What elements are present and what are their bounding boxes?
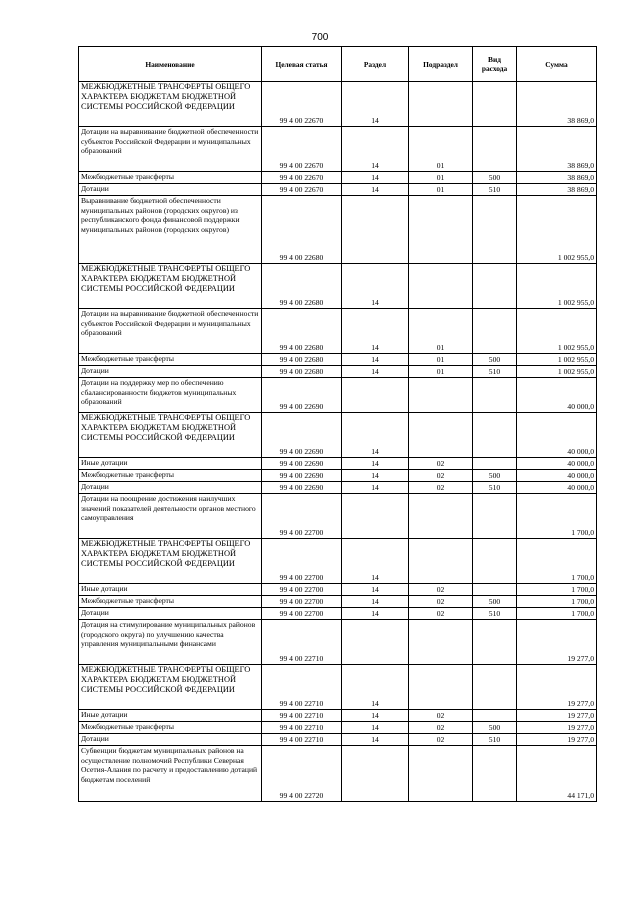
table-row [79, 184, 597, 196]
cell-target: 99 4 00 22710 [262, 620, 342, 665]
cell-sum: 40 000,0 [517, 413, 597, 458]
cell-sum: 1 700,0 [517, 539, 597, 584]
cell-name: Межбюджетные трансферты [79, 172, 262, 184]
cell-name: Дотация на стимулирование муниципальных районов (городского округа) по улучшению качества управления муниципальными финансами [79, 620, 262, 665]
cell-subsection: 02 [409, 734, 473, 746]
table-row [79, 734, 597, 746]
table-row [79, 584, 597, 596]
table-row [79, 264, 597, 309]
cell-expense-type [473, 413, 517, 458]
cell-subsection: 02 [409, 470, 473, 482]
cell-expense-type [473, 539, 517, 584]
cell-sum: 19 277,0 [517, 734, 597, 746]
cell-target: 99 4 00 22690 [262, 458, 342, 470]
cell-subsection [409, 620, 473, 665]
table-body [79, 82, 597, 802]
cell-sum: 1 002 955,0 [517, 354, 597, 366]
cell-sum: 1 700,0 [517, 608, 597, 620]
table-row [79, 746, 597, 802]
cell-subsection: 01 [409, 366, 473, 378]
cell-subsection [409, 264, 473, 309]
cell-name: Субвенции бюджетам муниципальных районов на осуществление полномочий Республики Северная Осетия-Алания по расчету и предоставлению дотаций бюджетам поселений [79, 746, 262, 802]
cell-sum: 1 700,0 [517, 494, 597, 539]
table-row [79, 127, 597, 172]
cell-name: Дотации на поощрение достижения наилучших значений показателей деятельности органов местного самоуправления [79, 494, 262, 539]
cell-expense-type: 510 [473, 366, 517, 378]
cell-expense-type [473, 710, 517, 722]
cell-target: 99 4 00 22670 [262, 82, 342, 127]
cell-sum: 19 277,0 [517, 620, 597, 665]
cell-target: 99 4 00 22690 [262, 378, 342, 413]
cell-name: МЕЖБЮДЖЕТНЫЕ ТРАНСФЕРТЫ ОБЩЕГО ХАРАКТЕРА БЮДЖЕТАМ БЮДЖЕТНОЙ СИСТЕМЫ РОССИЙСКОЙ ФЕДЕРАЦИИ [79, 665, 262, 710]
table-row [79, 665, 597, 710]
cell-name: Межбюджетные трансферты [79, 722, 262, 734]
cell-expense-type [473, 620, 517, 665]
cell-section: 14 [342, 470, 409, 482]
cell-expense-type [473, 584, 517, 596]
cell-name: Дотации [79, 482, 262, 494]
header-subsection: Подраздел [409, 47, 473, 82]
cell-section: 14 [342, 596, 409, 608]
cell-expense-type [473, 82, 517, 127]
cell-expense-type: 500 [473, 470, 517, 482]
cell-name: Иные дотации [79, 458, 262, 470]
cell-subsection [409, 196, 473, 264]
cell-expense-type [473, 196, 517, 264]
cell-subsection: 01 [409, 184, 473, 196]
cell-subsection: 01 [409, 127, 473, 172]
cell-target: 99 4 00 22700 [262, 608, 342, 620]
cell-subsection [409, 378, 473, 413]
cell-name: Дотации на выравнивание бюджетной обеспеченности субъектов Российской Федерации и муниципальных образований [79, 127, 262, 172]
table-row [79, 482, 597, 494]
table-row [79, 196, 597, 264]
cell-subsection [409, 539, 473, 584]
table-header-row [79, 47, 597, 82]
cell-section: 14 [342, 710, 409, 722]
cell-subsection: 02 [409, 596, 473, 608]
header-target: Целевая статья [262, 47, 342, 82]
cell-sum: 1 002 955,0 [517, 196, 597, 264]
cell-name: МЕЖБЮДЖЕТНЫЕ ТРАНСФЕРТЫ ОБЩЕГО ХАРАКТЕРА БЮДЖЕТАМ БЮДЖЕТНОЙ СИСТЕМЫ РОССИЙСКОЙ ФЕДЕРАЦИИ [79, 539, 262, 584]
cell-sum: 19 277,0 [517, 710, 597, 722]
cell-subsection: 02 [409, 710, 473, 722]
cell-section: 14 [342, 482, 409, 494]
cell-name: Межбюджетные трансферты [79, 354, 262, 366]
cell-sum: 40 000,0 [517, 482, 597, 494]
cell-name: Дотации [79, 734, 262, 746]
table-row [79, 413, 597, 458]
cell-section [342, 620, 409, 665]
cell-section: 14 [342, 734, 409, 746]
cell-subsection [409, 746, 473, 802]
cell-subsection: 01 [409, 309, 473, 354]
cell-name: Межбюджетные трансферты [79, 470, 262, 482]
header-expense-type: Вид расхода [473, 47, 517, 82]
cell-expense-type: 510 [473, 184, 517, 196]
cell-name: Межбюджетные трансферты [79, 596, 262, 608]
cell-subsection: 02 [409, 608, 473, 620]
cell-expense-type [473, 458, 517, 470]
cell-expense-type [473, 309, 517, 354]
budget-table [78, 46, 597, 802]
cell-sum: 44 171,0 [517, 746, 597, 802]
cell-target: 99 4 00 22710 [262, 734, 342, 746]
header-section: Раздел [342, 47, 409, 82]
cell-section [342, 378, 409, 413]
cell-section: 14 [342, 354, 409, 366]
cell-subsection: 02 [409, 458, 473, 470]
cell-name: Дотации на выравнивание бюджетной обеспеченности субъектов Российской Федерации и муниципальных образований [79, 309, 262, 354]
table-row [79, 722, 597, 734]
cell-expense-type: 500 [473, 354, 517, 366]
table-row [79, 596, 597, 608]
cell-expense-type [473, 494, 517, 539]
cell-section: 14 [342, 184, 409, 196]
cell-section: 14 [342, 665, 409, 710]
table-row [79, 539, 597, 584]
cell-section [342, 494, 409, 539]
cell-target: 99 4 00 22700 [262, 539, 342, 584]
table-row [79, 366, 597, 378]
cell-subsection [409, 494, 473, 539]
cell-name: Дотации на поддержку мер по обеспечению сбалансированности бюджетов муниципальных образований [79, 378, 262, 413]
table-row [79, 172, 597, 184]
cell-target: 99 4 00 22700 [262, 596, 342, 608]
cell-sum: 19 277,0 [517, 665, 597, 710]
table-row [79, 494, 597, 539]
cell-name: Дотации [79, 608, 262, 620]
cell-expense-type [473, 378, 517, 413]
cell-target: 99 4 00 22670 [262, 127, 342, 172]
header-name: Наименование [79, 47, 262, 82]
cell-target: 99 4 00 22680 [262, 196, 342, 264]
cell-target: 99 4 00 22710 [262, 722, 342, 734]
cell-section: 14 [342, 608, 409, 620]
cell-sum: 1 002 955,0 [517, 366, 597, 378]
cell-subsection: 01 [409, 172, 473, 184]
cell-sum: 19 277,0 [517, 722, 597, 734]
cell-target: 99 4 00 22670 [262, 172, 342, 184]
cell-sum: 38 869,0 [517, 82, 597, 127]
cell-section: 14 [342, 309, 409, 354]
table-row [79, 470, 597, 482]
cell-target: 99 4 00 22680 [262, 264, 342, 309]
cell-name: МЕЖБЮДЖЕТНЫЕ ТРАНСФЕРТЫ ОБЩЕГО ХАРАКТЕРА БЮДЖЕТАМ БЮДЖЕТНОЙ СИСТЕМЫ РОССИЙСКОЙ ФЕДЕРАЦИИ [79, 413, 262, 458]
cell-expense-type: 500 [473, 172, 517, 184]
cell-subsection: 02 [409, 722, 473, 734]
cell-expense-type: 500 [473, 722, 517, 734]
cell-section: 14 [342, 366, 409, 378]
cell-expense-type: 510 [473, 734, 517, 746]
cell-sum: 1 002 955,0 [517, 264, 597, 309]
table-row [79, 620, 597, 665]
table-row [79, 710, 597, 722]
cell-subsection [409, 665, 473, 710]
table-row [79, 309, 597, 354]
cell-sum: 1 700,0 [517, 584, 597, 596]
cell-name: Дотации [79, 366, 262, 378]
cell-target: 99 4 00 22710 [262, 710, 342, 722]
cell-expense-type [473, 264, 517, 309]
cell-expense-type [473, 746, 517, 802]
cell-sum: 38 869,0 [517, 127, 597, 172]
cell-expense-type [473, 127, 517, 172]
cell-section: 14 [342, 458, 409, 470]
cell-expense-type: 500 [473, 596, 517, 608]
cell-sum: 40 000,0 [517, 458, 597, 470]
cell-sum: 1 700,0 [517, 596, 597, 608]
cell-section: 14 [342, 127, 409, 172]
table-row [79, 458, 597, 470]
cell-subsection: 02 [409, 482, 473, 494]
page-number: 700 [311, 32, 329, 43]
cell-section [342, 746, 409, 802]
cell-section: 14 [342, 172, 409, 184]
table-row [79, 608, 597, 620]
table-row [79, 354, 597, 366]
cell-subsection [409, 413, 473, 458]
cell-target: 99 4 00 22680 [262, 309, 342, 354]
cell-sum: 38 869,0 [517, 172, 597, 184]
table-row [79, 82, 597, 127]
cell-name: Выравнивание бюджетной обеспеченности муниципальных районов (городских округов) из республиканского фонда финансовой поддержки муниципальных районов (городских округов) [79, 196, 262, 264]
cell-expense-type [473, 665, 517, 710]
header-sum: Сумма [517, 47, 597, 82]
cell-target: 99 4 00 22710 [262, 665, 342, 710]
cell-section: 14 [342, 82, 409, 127]
cell-name: МЕЖБЮДЖЕТНЫЕ ТРАНСФЕРТЫ ОБЩЕГО ХАРАКТЕРА БЮДЖЕТАМ БЮДЖЕТНОЙ СИСТЕМЫ РОССИЙСКОЙ ФЕДЕРАЦИИ [79, 264, 262, 309]
cell-target: 99 4 00 22690 [262, 413, 342, 458]
cell-section: 14 [342, 584, 409, 596]
cell-expense-type: 510 [473, 482, 517, 494]
cell-sum: 40 000,0 [517, 470, 597, 482]
cell-section [342, 196, 409, 264]
cell-target: 99 4 00 22680 [262, 366, 342, 378]
table-row [79, 378, 597, 413]
cell-target: 99 4 00 22700 [262, 494, 342, 539]
cell-subsection: 02 [409, 584, 473, 596]
cell-subsection: 01 [409, 354, 473, 366]
cell-subsection [409, 82, 473, 127]
cell-sum: 1 002 955,0 [517, 309, 597, 354]
cell-name: Иные дотации [79, 584, 262, 596]
cell-section: 14 [342, 413, 409, 458]
cell-sum: 40 000,0 [517, 378, 597, 413]
cell-target: 99 4 00 22690 [262, 482, 342, 494]
cell-name: Иные дотации [79, 710, 262, 722]
cell-target: 99 4 00 22680 [262, 354, 342, 366]
cell-target: 99 4 00 22690 [262, 470, 342, 482]
cell-section: 14 [342, 264, 409, 309]
cell-name: Дотации [79, 184, 262, 196]
cell-section: 14 [342, 539, 409, 584]
cell-section: 14 [342, 722, 409, 734]
cell-sum: 38 869,0 [517, 184, 597, 196]
cell-expense-type: 510 [473, 608, 517, 620]
cell-target: 99 4 00 22700 [262, 584, 342, 596]
cell-target: 99 4 00 22720 [262, 746, 342, 802]
cell-target: 99 4 00 22670 [262, 184, 342, 196]
cell-name: МЕЖБЮДЖЕТНЫЕ ТРАНСФЕРТЫ ОБЩЕГО ХАРАКТЕРА БЮДЖЕТАМ БЮДЖЕТНОЙ СИСТЕМЫ РОССИЙСКОЙ ФЕДЕРАЦИИ [79, 82, 262, 127]
